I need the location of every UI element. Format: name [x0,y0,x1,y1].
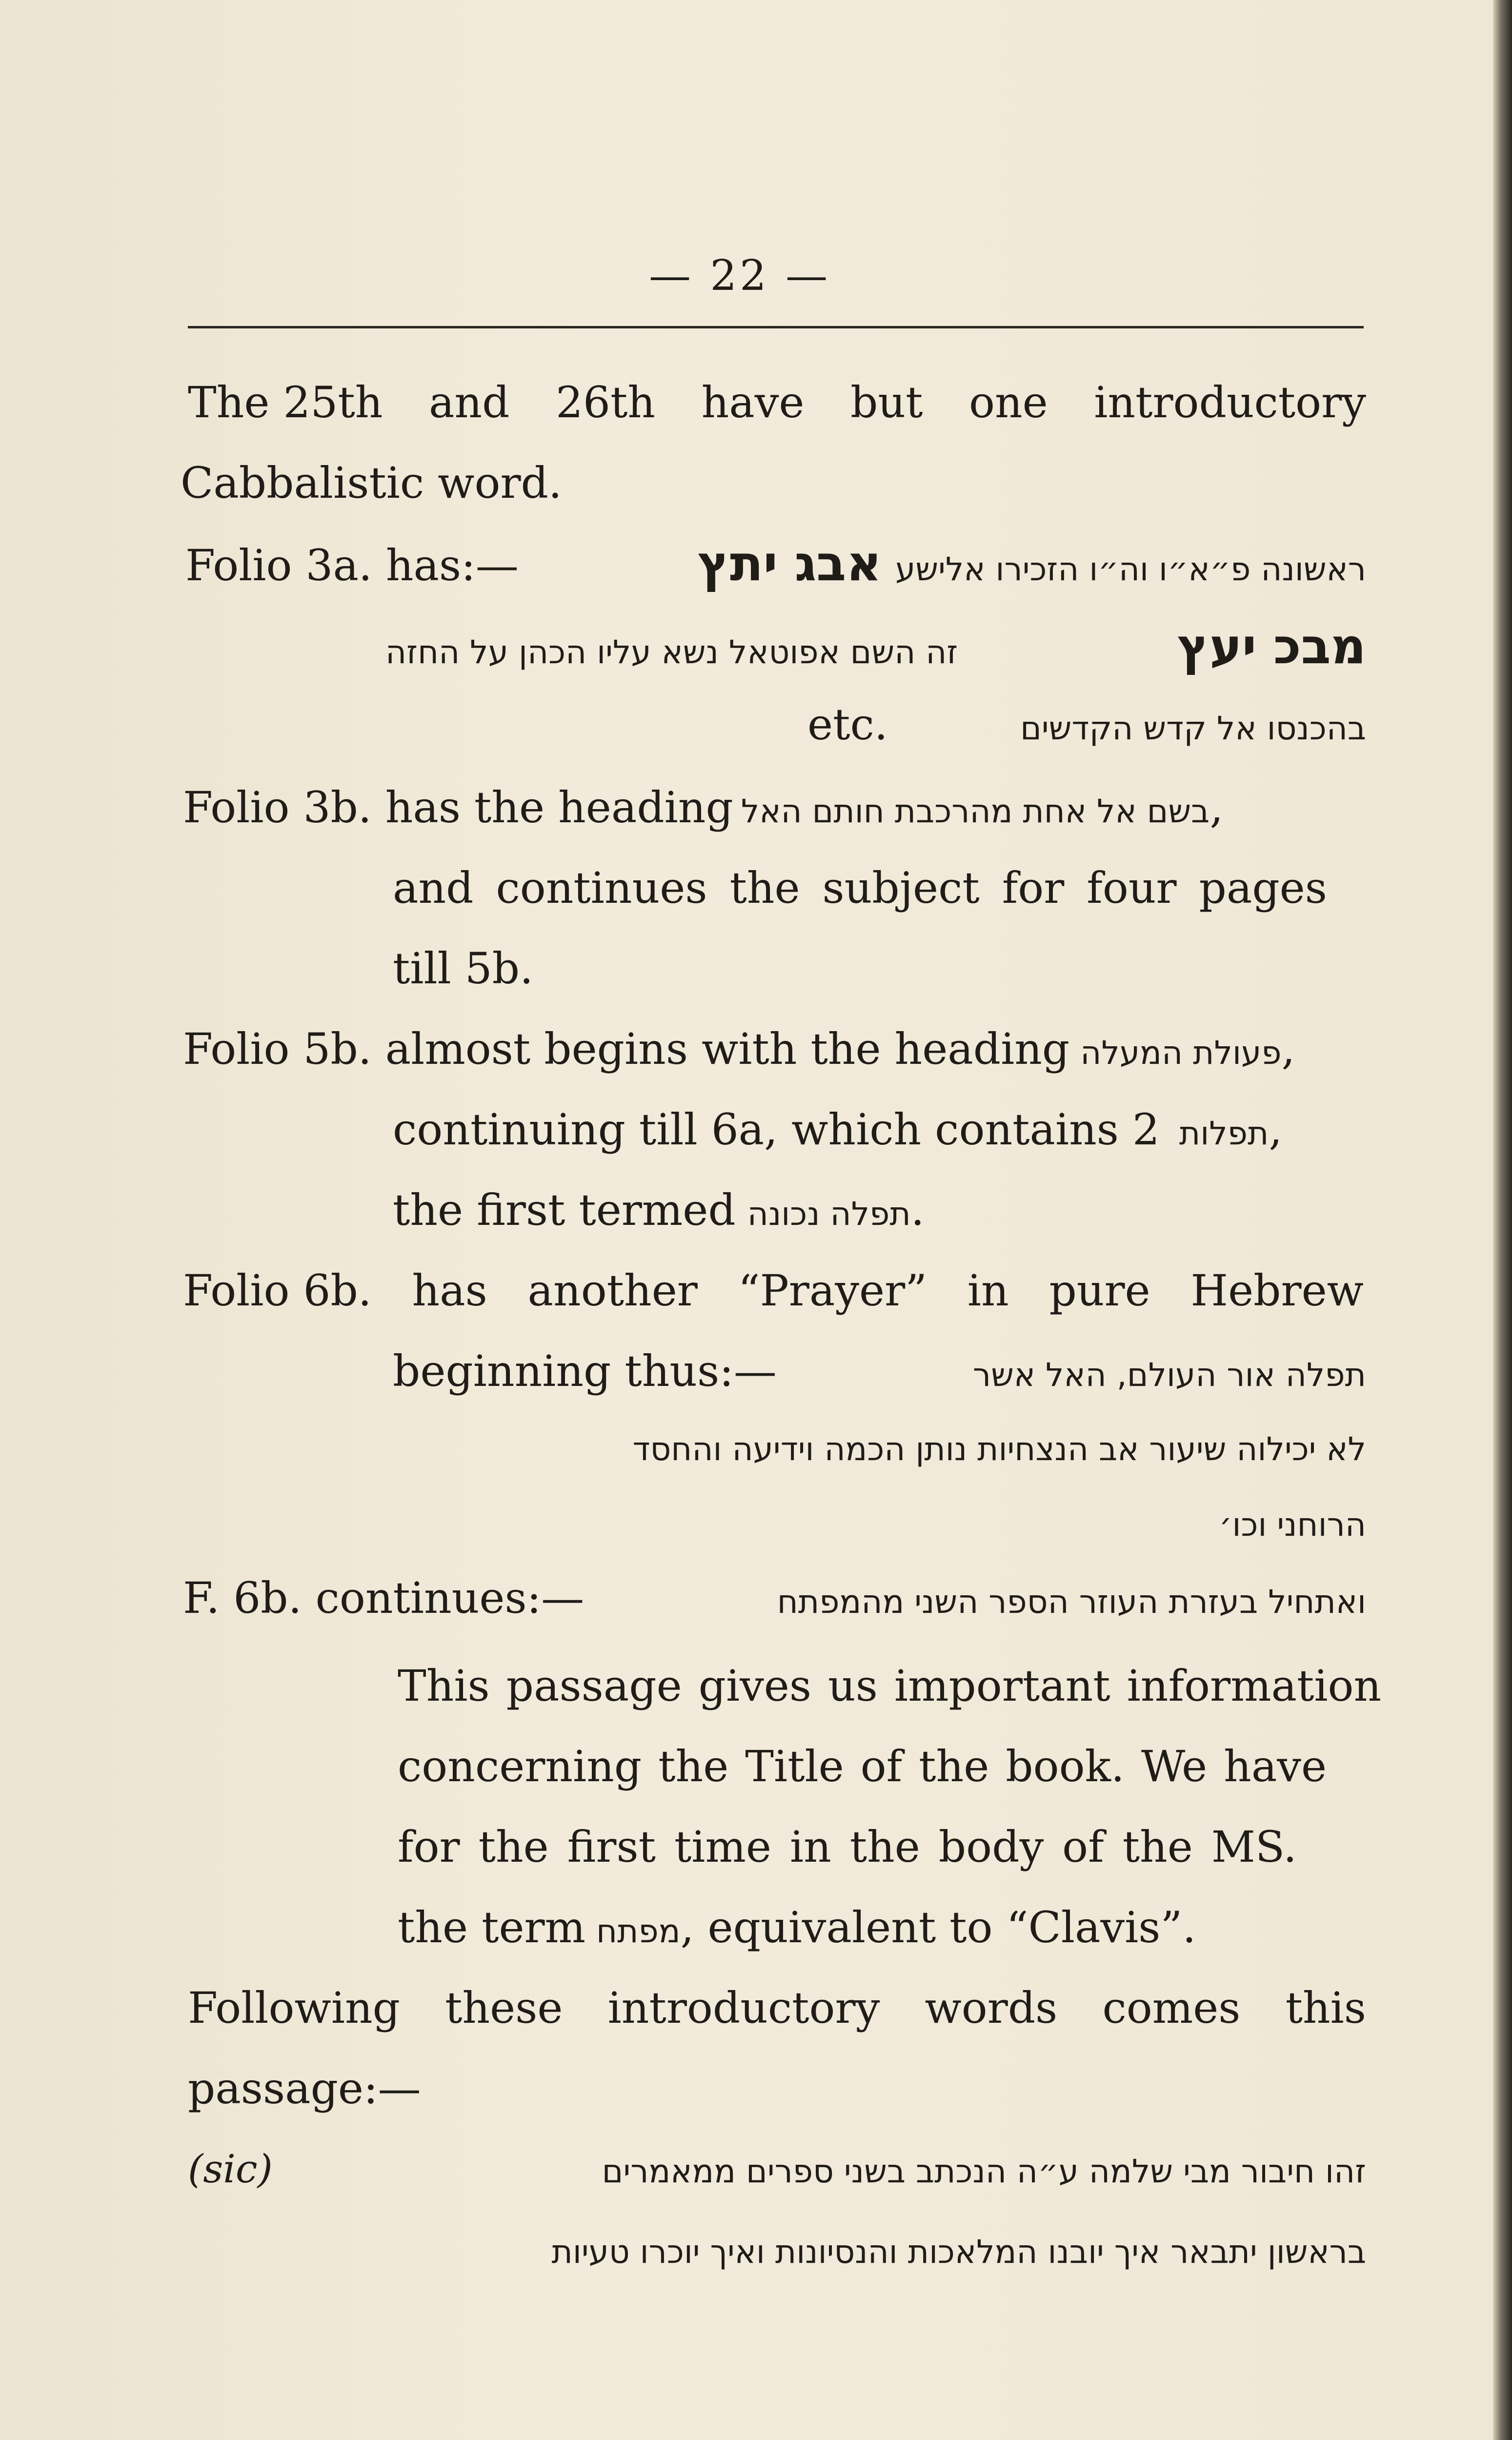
hebrew-text: בראשון יתבאר איך יובנו המלאכות והנסיונות ואיך יוכרו טעיות [551,2233,1366,2271]
hebrew-text: זהו חיבור מבי שלמה ע״ה הנכתב בשני ספרים ממאמרים [602,2153,1366,2190]
text-line-23 [188,2140,1366,2201]
english-text: etc. [807,699,888,750]
hebrew-text: בהכנסו אל קדש הקדשים [1020,710,1366,747]
text-line-17: This passage gives us important information [398,1661,1382,1711]
hebrew-text: זה השם אפוטאל נשא עליו הכהן על החזה [385,633,958,671]
text-line-6 [183,778,1223,841]
word: Following [188,1983,400,2033]
english-text: the term [398,1902,586,1952]
word: has [412,1265,487,1316]
text-line-11 [393,1181,925,1243]
sic-annotation: (sic) [188,2146,273,2192]
english-text: Folio 3a. has:— [185,540,519,590]
word: pure [1049,1265,1150,1316]
punctuation: , [1210,782,1224,833]
hebrew-text: פעולת המעלה [1080,1034,1282,1072]
word: Hebrew [1190,1265,1364,1316]
word: one [968,377,1048,427]
text-line-15 [1122,1496,1366,1554]
text-line-2: Cabbalistic word. [181,458,562,508]
hebrew-text: ראשונה פ״א״ו וה״ו הזכירו אלישע [895,550,1366,588]
word: words [925,1983,1058,2033]
word: “Prayer” [738,1265,927,1316]
word: Folio 6b. [183,1265,372,1316]
text-line-24 [188,2223,1366,2281]
word: but [850,377,923,427]
hebrew-text: מפתח [596,1912,681,1950]
text-line-13 [393,1342,1366,1404]
english-text: Folio 3b. has the heading [183,782,733,833]
punctuation: , [1269,1104,1283,1155]
word: 26th [556,377,656,427]
word: The 25th [188,377,383,427]
text-line-4 [385,617,1366,682]
text-line-20 [398,1898,1196,1961]
word: and [428,377,510,427]
english-text: beginning thus:— [393,1346,777,1396]
word: in [967,1265,1009,1316]
english-text: , equivalent to “Clavis”. [680,1902,1196,1952]
text-line-7: and continues the subject for four pages [393,863,1327,913]
word: another [527,1265,698,1316]
hebrew-text: הרוחני וכו׳ [1219,1506,1366,1544]
hebrew-text: תפלה נכונה [747,1195,911,1233]
text-line-12 [183,1261,1364,1320]
text-line-21 [188,1979,1366,2037]
word: this [1285,1983,1366,2033]
english-text: F. 6b. continues:— [183,1573,585,1623]
english-text: continuing till 6a, which contains 2 [393,1104,1160,1155]
binding-shadow [1493,0,1512,2440]
text-line-19: for the first time in the body of the MS. [398,1822,1297,1872]
text-line-9 [183,1020,1295,1082]
word: these [445,1983,563,2033]
text-line-1 [188,373,1366,432]
english-text: Folio 5b. almost begins with the heading [183,1024,1070,1074]
hebrew-text: ואתחיל בעזרת העוזר הספר השני מהמפתח [777,1583,1366,1621]
word: introductory [607,1983,880,2033]
text-line-22: passage:— [188,2063,421,2114]
text-line-16 [183,1569,1366,1631]
word: introductory [1094,377,1366,427]
text-line-8: till 5b. [393,943,534,994]
punctuation: . [910,1185,925,1235]
text-line-10 [393,1100,1282,1163]
hebrew-text: בשם אל אחת מהרכבת חותם האל [741,793,1210,830]
hebrew-text: תפלה אור העולם, האל אשר [972,1356,1366,1394]
text-line-14 [381,1420,1366,1479]
page-number: — 22 — [649,251,831,300]
hebrew-text-large: מבכ יעץ [1177,618,1366,675]
hebrew-text: לא יכילוה שיעור אב הנצחיות נותן הכמה וידיעה והחסד [632,1430,1366,1468]
punctuation: , [1281,1024,1295,1074]
hebrew-text: תפלות [1179,1115,1269,1152]
text-line-5 [807,695,1366,758]
text-line-3 [185,534,1366,599]
text-line-18: concerning the Title of the book. We have [398,1741,1327,1791]
hebrew-text-large: אבג יתץ [697,535,882,592]
word: comes [1102,1983,1241,2033]
word: have [701,377,805,427]
english-text: the first termed [393,1185,736,1235]
header-rule [188,326,1364,328]
